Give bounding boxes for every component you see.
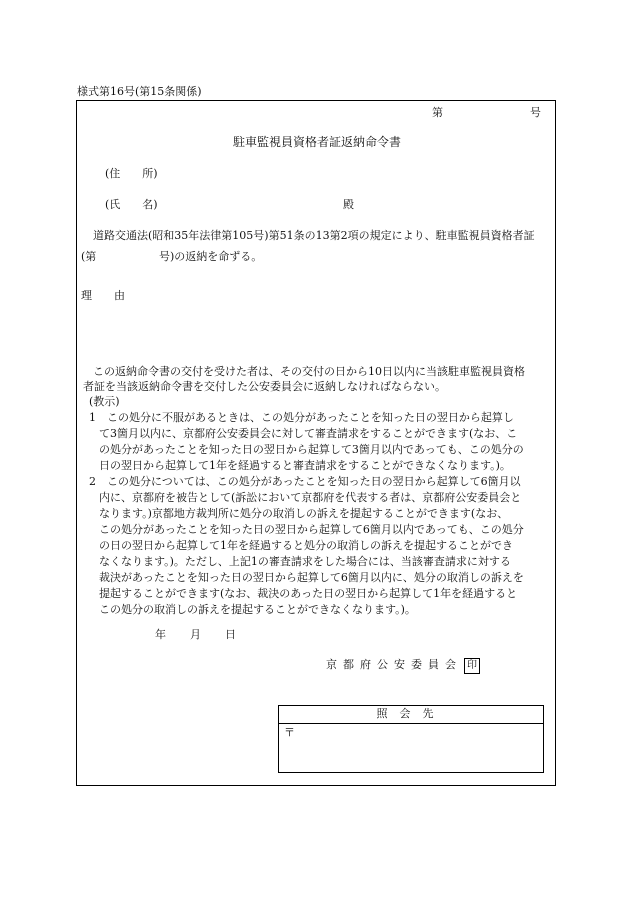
name-label: (氏 名) [105, 198, 158, 211]
address-label: (住 所) [105, 167, 158, 180]
postal-mark: 〒 [284, 726, 295, 739]
date-year: 年 [155, 628, 166, 641]
instruction-line: 日の翌日から起算して1年を経過すると審査請求をすることができなくなります。)。 [99, 459, 511, 472]
seal-mark: 印 [464, 658, 480, 674]
order-line-1: 道路交通法(昭和35年法律第105号)第51条の13第2項の規定により、駐車監視員資格者証 [93, 229, 535, 242]
notice-line-1: この返納命令書の交付を受けた者は、その交付の日から10日以内に当該駐車監視員資格 [93, 365, 525, 378]
instruction-line: 内に、京都府を被告として(訴訟において京都府を代表する者は、京都府公安委員会と [99, 491, 522, 504]
order-line-2-prefix: (第 [81, 250, 97, 263]
instruction-line: 1 この処分に不服があるときは、この処分があったことを知った日の翌日から起算し [89, 411, 514, 424]
date-day: 日 [225, 628, 236, 641]
instruction-line: 裁決があったことを知った日の翌日から起算して6箇月以内に、処分の取消しの訴えを [99, 571, 524, 584]
inquiry-box [278, 705, 544, 773]
instruction-line: 2 この処分については、この処分があったことを知った日の翌日から起算して6箇月以 [89, 475, 521, 488]
inquiry-heading: 照会先 [279, 706, 543, 724]
instruction-line: なくなります。)。ただし、上記1の審査請求をした場合には、当該審査請求に対する [99, 555, 511, 568]
document-title: 駐車監視員資格者証返納命令書 [233, 135, 402, 149]
instruction-line: この処分の取消しの訴えを提起することができなくなります。)。 [99, 603, 416, 616]
instruction-line: 提起することができます(なお、裁決のあった日の翌日から起算して1年を経過すると [99, 587, 518, 600]
order-line-2-suffix: 号)の返納を命ずる。 [159, 250, 263, 263]
honorific: 殿 [343, 198, 354, 211]
document-frame [76, 100, 556, 786]
notice-line-2: 者証を当該返納命令書を交付した公安委員会に返納しなければならない。 [83, 380, 446, 393]
issuer-name: 京都府公安委員会 [326, 658, 462, 671]
date-month: 月 [190, 628, 201, 641]
instruction-line: て3箇月以内に、京都府公安委員会に対して審査請求をすることができます(なお、こ [99, 427, 518, 440]
instruction-line: この処分があったことを知った日の翌日から起算して6箇月以内であっても、この処分 [99, 523, 524, 536]
instruction-line: の日の翌日から起算して1年を経過すると処分の取消しの訴えを提起することができ [99, 539, 513, 552]
reason-label: 理 由 [81, 289, 125, 302]
instruction-line: なります。)京都地方裁判所に処分の取消しの訴えを提起することができます(なお、 [99, 507, 509, 520]
issuer-line [326, 657, 480, 674]
number-label: 第 [432, 106, 443, 119]
instruction-line: の処分があったことを知った日の翌日から起算して3箇月以内であっても、この処分の [99, 443, 524, 456]
number-suffix: 号 [530, 106, 541, 119]
instruction-heading: (教示) [89, 395, 120, 408]
form-label: 様式第16号(第15条関係) [77, 85, 202, 98]
